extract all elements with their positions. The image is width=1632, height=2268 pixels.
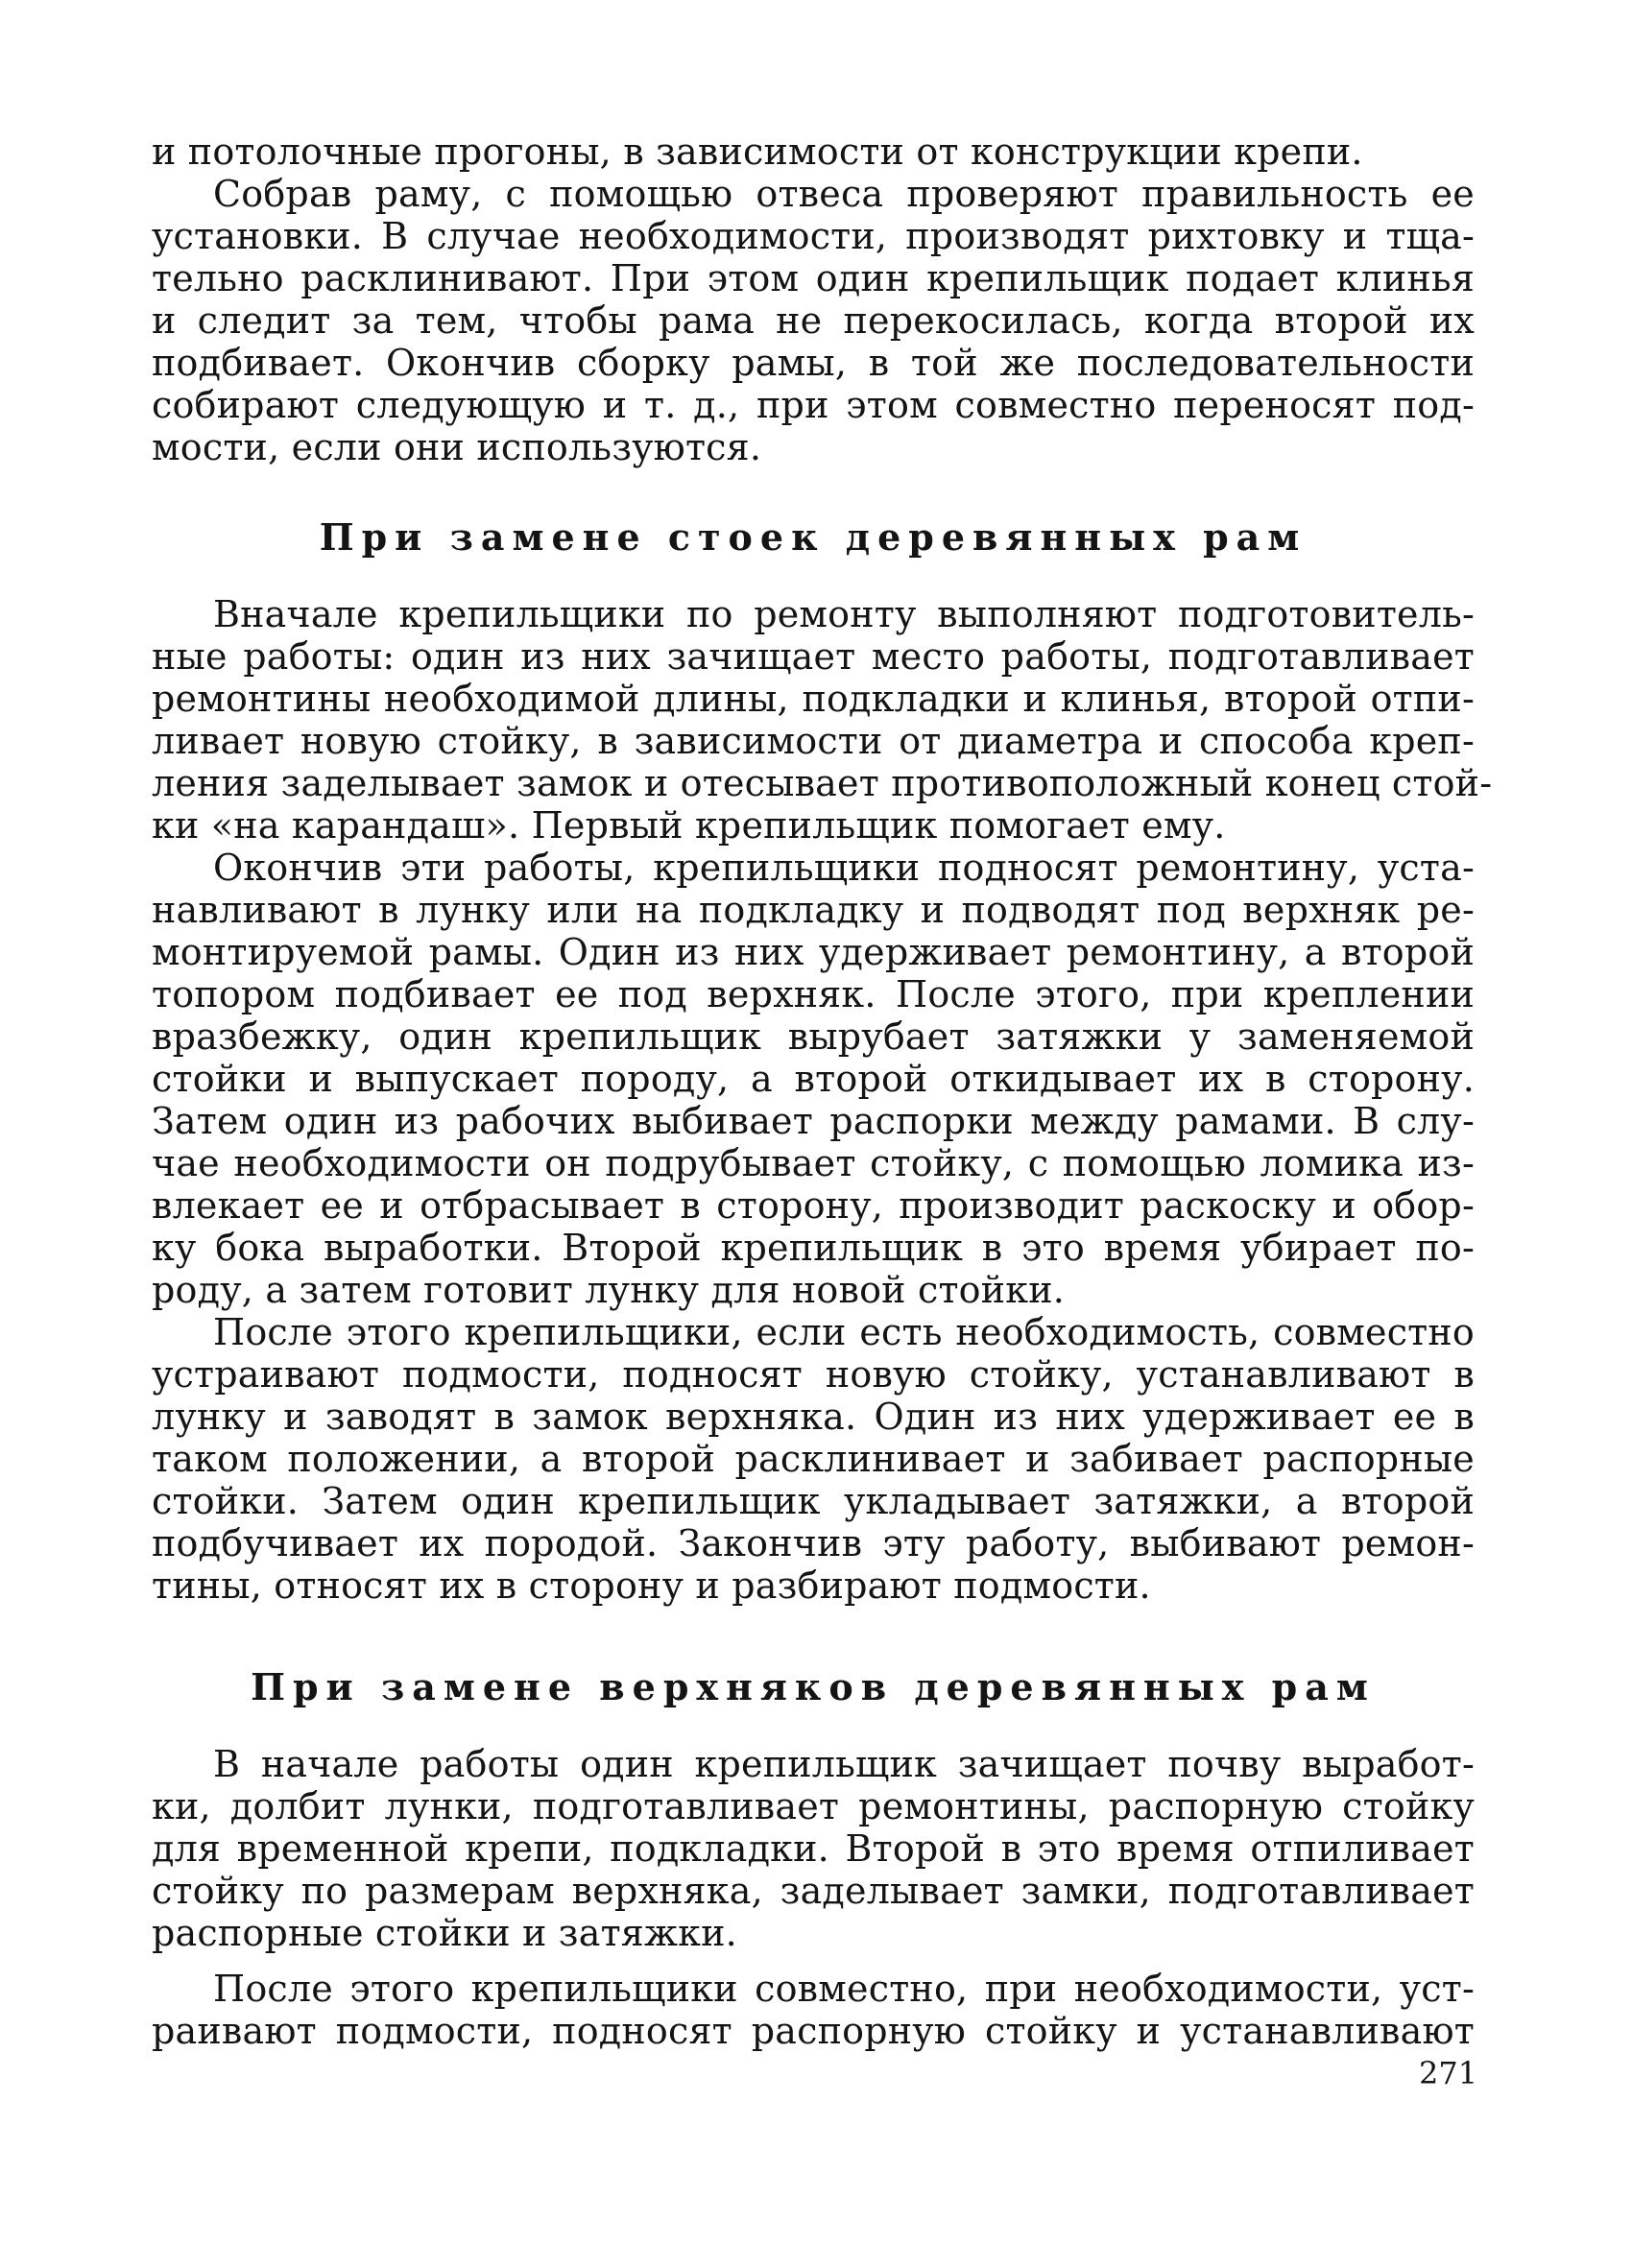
text-line: ки «на карандаш». Первый крепильщик помогает ему.	[152, 804, 1226, 847]
page-body	[152, 131, 1493, 2052]
section-heading-stoek: При замене стоек деревянных рам	[319, 515, 1308, 559]
text-line: ные работы: один из них зачищает место работы, подготавливает	[152, 635, 1475, 678]
text-line: лунку и заводят в замок верхняка. Один из них удерживает ее в	[152, 1396, 1475, 1438]
text-line: Окончив эти работы, крепильщики подносят ремонтину, уста-	[213, 847, 1475, 889]
text-line: В начале работы один крепильщик зачищает почву выработ-	[213, 1743, 1475, 1785]
text-line: влекает ее и отбрасывает в сторону, производит раскоску и обор-	[152, 1184, 1475, 1227]
text-line: для временной крепи, подкладки. Второй в это время отпиливает	[152, 1827, 1475, 1870]
text-line: тины, относят их в сторону и разбирают подмости.	[152, 1564, 1151, 1607]
paragraph-2	[152, 173, 1475, 468]
text-line: стойку по размерам верхняка, заделывает замки, подготавливает	[152, 1870, 1475, 1912]
text-line: ления заделывает замок и отесывает противоположный конец стой-	[152, 762, 1493, 804]
text-line: стойки. Затем один крепильщик укладывает затяжки, а второй	[152, 1480, 1475, 1522]
paragraph-7	[152, 1968, 1475, 2052]
text-line: ку бока выработки. Второй крепильщик в это время убирает по-	[152, 1227, 1475, 1269]
page-number: 271	[1419, 2055, 1478, 2091]
text-line: распорные стойки и затяжки.	[152, 1912, 737, 1954]
text-line: раивают подмости, подносят распорную стойку и устанавливают	[152, 2010, 1475, 2052]
paragraph-6	[152, 1743, 1475, 1954]
text-line: чае необходимости он подрубывает стойку, с помощью ломика из-	[152, 1142, 1475, 1184]
paragraph-5	[152, 1311, 1475, 1607]
text-line: собирают следующую и т. д., при этом совместно переносят под-	[152, 384, 1475, 426]
text-line: и потолочные прогоны, в зависимости от конструкции крепи.	[152, 131, 1363, 173]
text-line: мости, если они используются.	[152, 426, 762, 468]
text-line: ливает новую стойку, в зависимости от диаметра и способа креп-	[152, 720, 1475, 762]
text-line: Затем один из рабочих выбивает распорки между рамами. В слу-	[152, 1100, 1475, 1142]
paragraph-1	[152, 131, 1475, 173]
text-line: стойки и выпускает породу, а второй откидывает их в сторону.	[152, 1058, 1475, 1100]
text-line: Вначале крепильщики по ремонту выполняют подготовитель-	[213, 593, 1475, 635]
section-heading-verkhnyakov: При замене верхняков деревянных рам	[251, 1665, 1376, 1708]
text-line: подбучивает их породой. Закончив эту работу, выбивают ремон-	[152, 1522, 1475, 1564]
text-line: топором подбивает ее под верхняк. После этого, при креплении	[152, 973, 1475, 1015]
text-line: После этого крепильщики, если есть необходимость, совместно	[213, 1311, 1475, 1353]
text-line: подбивает. Окончив сборку рамы, в той же последовательности	[152, 342, 1475, 384]
text-line: устраивают подмости, подносят новую стойку, устанавливают в	[152, 1353, 1475, 1396]
text-line: После этого крепильщики совместно, при необходимости, уст-	[213, 1968, 1475, 2010]
text-line: роду, а затем готовит лунку для новой стойки.	[152, 1269, 1066, 1311]
text-line: вразбежку, один крепильщик вырубает затяжки у заменяемой	[152, 1015, 1475, 1058]
text-line: таком положении, а второй расклинивает и забивает распорные	[152, 1438, 1475, 1480]
text-line: и следит за тем, чтобы рама не перекосилась, когда второй их	[152, 299, 1475, 342]
text-line: установки. В случае необходимости, производят рихтовку и тща-	[152, 215, 1475, 257]
text-line: монтируемой рамы. Один из них удерживает ремонтину, а второй	[152, 931, 1475, 973]
paragraph-3	[152, 593, 1493, 847]
paragraph-4	[152, 847, 1475, 1311]
text-line: ки, долбит лунки, подготавливает ремонтины, распорную стойку	[152, 1785, 1475, 1827]
text-line: Собрав раму, с помощью отвеса проверяют правильность ее	[213, 173, 1475, 215]
text-line: ремонтины необходимой длины, подкладки и клинья, второй отпи-	[152, 678, 1475, 720]
text-line: навливают в лунку или на подкладку и подводят под верхняк ре-	[152, 889, 1475, 931]
text-line: тельно расклинивают. При этом один крепильщик подает клинья	[152, 257, 1475, 299]
